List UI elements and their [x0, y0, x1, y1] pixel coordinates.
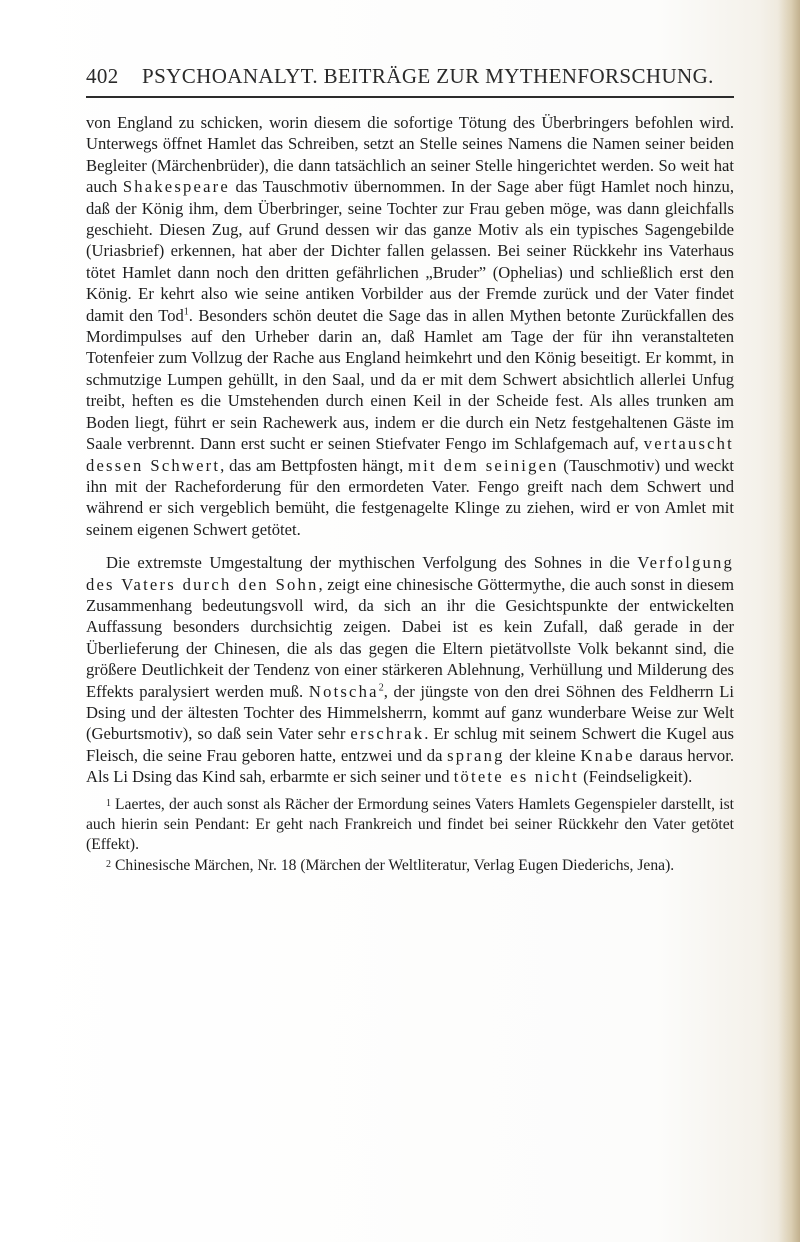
text-run: (Tauschmotiv) und weckt ihn mit der Racheforderung für den ermordeten Vater. Fengo greift nach dem Schwert und während er sich vergeblich bemüht, die festgenagelte Klinge zu ziehen, wird er von Amlet mit seinem eigenen Schwert getötet. — [86, 455, 734, 539]
page-header — [86, 64, 734, 92]
spaced-emphasis: erschrak — [350, 724, 425, 744]
spaced-emphasis: Verfolgung des Vaters durch den Sohn — [86, 553, 734, 594]
text-run: daraus hervor. Als Li Dsing das Kind sah, erbarmte er sich seiner und — [86, 745, 734, 787]
footnote-text: Chinesische Märchen, Nr. 18 (Märchen der Weltliteratur, Verlag Eugen Diederichs, Jena). — [115, 857, 675, 875]
paragraph-1 — [86, 112, 734, 540]
spaced-emphasis: Knabe — [580, 745, 635, 765]
paragraph-2 — [86, 552, 734, 787]
text-run: (Feindseligkeit). — [578, 767, 693, 787]
text-run: , der jüngste von den drei Söhnen des Feldherrn Li Dsing und der ältesten Tochter des Himmelsherrn, kommt auf ganz wunderbare Weise zur Welt (Geburtsmotiv), so daß sein Vater sehr — [86, 681, 734, 744]
footnote-reference: 1 — [183, 306, 189, 318]
footnote-text: Laertes, der auch sonst als Rächer der Ermordung seines Vaters Hamlets Gegenspieler darstellt, ist auch hierin sein Pendant: Er geht nach Frankreich und findet bei seiner Rückkehr den Vater getötet (Effekt). — [86, 795, 734, 853]
footnotes — [86, 794, 734, 877]
text-run: , zeigt eine chinesische Göttermythe, die auch sonst in diesem Zusammenhang bedeutungsvoll wird, da sich an ihr die Gesichtspunkte der entwickelten Auffassung besonders durchsichtig zeigen. Dabei ist es kein Zufall, daß gerade in der Überlieferung der Chinesen, die als das gegen die Eltern pietätvollste Volk bekannt sind, die größere Deutlichkeit der Tendenz von einer stärkeren Ablehnung, Verhüllung und Milderung des Effekts paralysiert werden muß. — [86, 574, 734, 701]
page-body — [86, 112, 734, 876]
text-run: , das am Bettpfosten hängt, — [220, 455, 408, 475]
footnote-mark: 2 — [106, 859, 111, 871]
spaced-emphasis: vertauscht dessen Schwert — [86, 434, 734, 475]
spaced-emphasis: sprang — [447, 745, 505, 765]
text-run: . Er schlug mit seinem Schwert die Kugel aus Fleisch, die seine Frau geboren hatte, entzwei und da — [86, 724, 734, 765]
footnote-mark: 1 — [106, 797, 111, 809]
text-run: von England zu schicken, worin diesem die sofortige Tötung des Überbringers befohlen wird. Unterwegs öffnet Hamlet das Schreiben, setzt an Stelle seines Namens die Namen seiner beiden Begleiter (Märchenbrüder), die dann tatsächlich an seiner Stelle hingerichtet werden. So weit hat auch — [86, 113, 734, 197]
page-number: 402 — [86, 64, 119, 88]
page-edge-shadow — [778, 0, 800, 1242]
footnote-2 — [86, 855, 734, 876]
footnote-reference: 2 — [378, 682, 384, 694]
text-run: das Tauschmotiv übernommen. In der Sage aber fügt Hamlet noch hinzu, daß der König ihm, dem Überbringer, seine Tochter zur Frau geben möge, was dann gleichfalls geschieht. Diesen Zug, auf Grund dessen wir das ganze Motiv als ein typisches Sagengebilde (Uriasbrief) erkennen, hat aber der Dichter fallen gelassen. Bei seiner Rückkehr ins Vaterhaus tötet Hamlet dann noch den dritten gefährlichen „Bruder” (Ophelias) und schließlich erst den König. Er kehrt also wie seine antiken Vorbilder aus der Fremde zurück und der Vater findet damit den Tod — [86, 177, 734, 325]
spaced-emphasis: mit dem seinigen — [407, 455, 559, 475]
running-title: PSYCHOANALYT. BEITRÄGE ZUR MYTHENFORSCHUNG. — [142, 64, 714, 88]
spaced-emphasis: tötete es nicht — [453, 767, 579, 787]
text-run: der kleine — [504, 745, 581, 765]
header-rule — [86, 96, 734, 98]
spaced-emphasis: Notscha — [308, 681, 379, 701]
spaced-emphasis: Shakespeare — [122, 177, 230, 197]
text-run: Die extremste Umgestaltung der mythischen Verfolgung des Sohnes in die — [106, 553, 638, 573]
footnote-1 — [86, 794, 734, 856]
text-run: . Besonders schön deutet die Sage das in allen Mythen betonte Zurückfallen des Mordimpulses auf den Urheber darin an, daß Hamlet am Tage der für ihn veranstalteten Totenfeier zum Vollzug der Rache aus England heimkehrt und den König beseitigt. Er kommt, in schmutzige Lumpen gehüllt, in den Saal, und da er mit dem Schwert absichtlich allerlei Unfug treibt, heften es die Umstehenden durch einen Keil in der Scheide fest. Als alles trunken am Boden liegt, führt er sein Rachewerk aus, indem er die durch ein Netz festgehaltenen Gäste im Saale verbrennt. Dann erst sucht er seinen Stiefvater Fengo im Schlafgemach auf, — [86, 305, 734, 454]
